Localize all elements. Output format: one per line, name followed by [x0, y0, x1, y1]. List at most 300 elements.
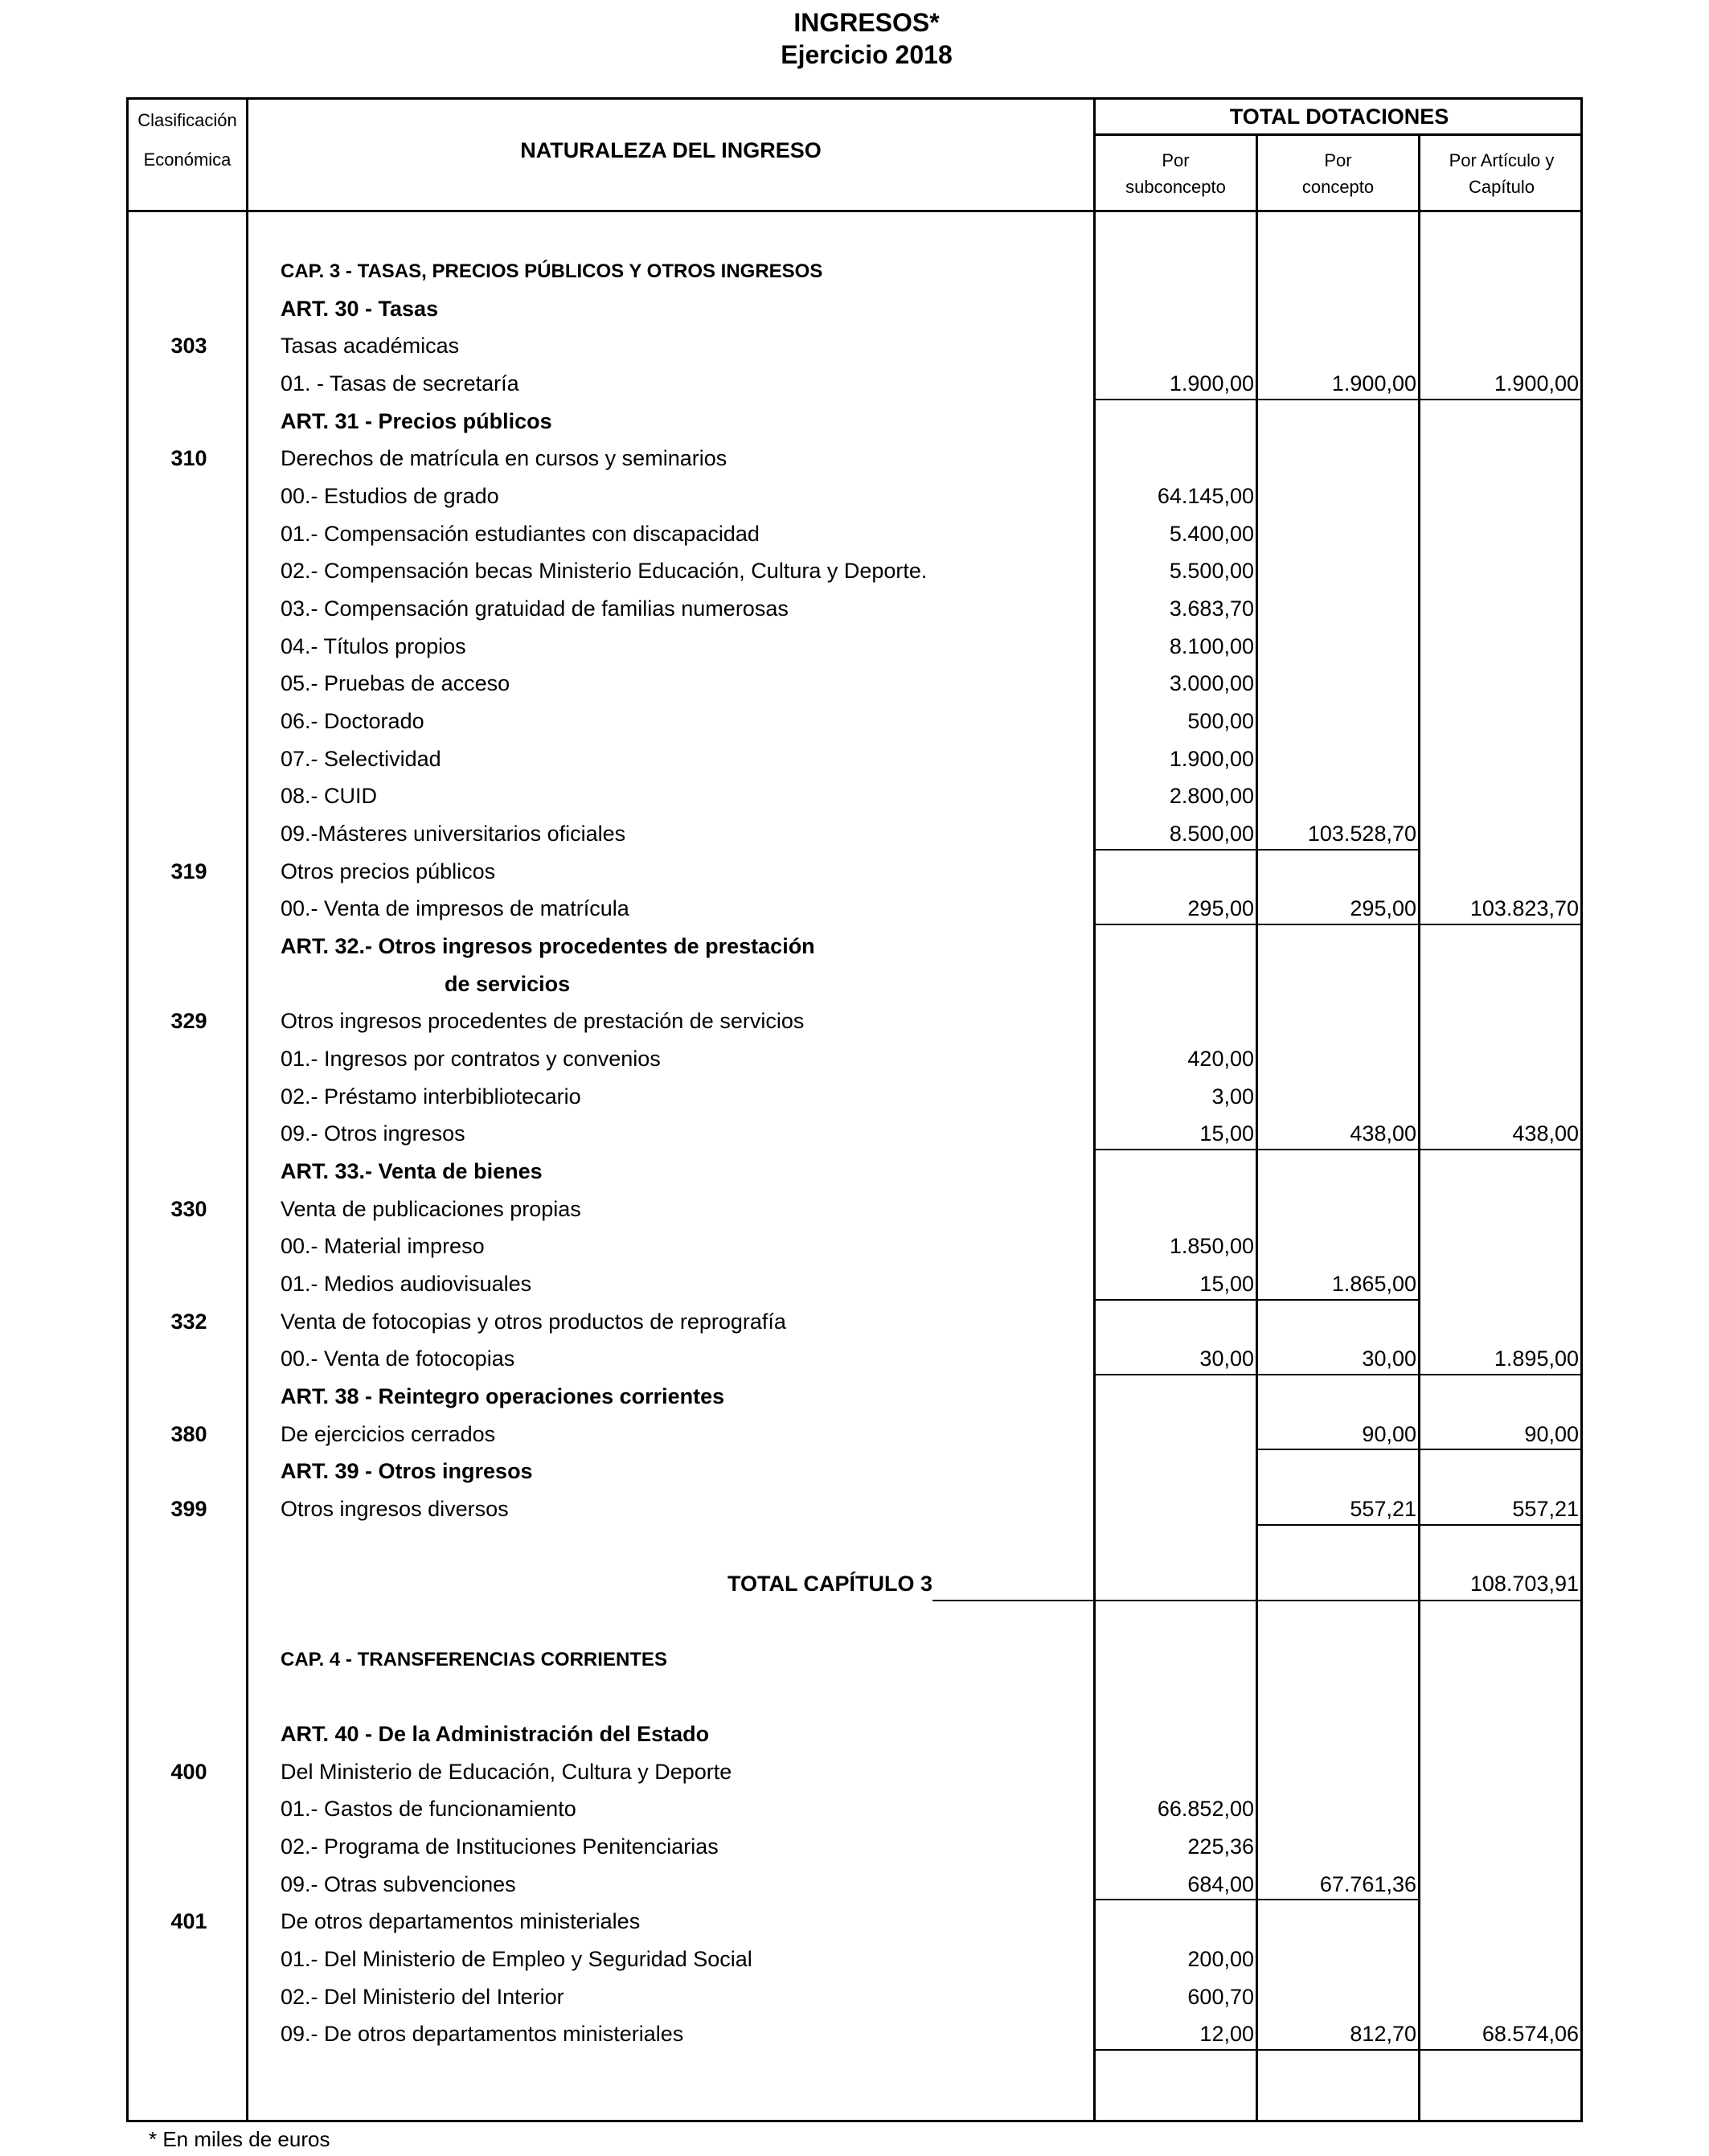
economic-code — [129, 290, 249, 328]
value-articulo-capitulo: 103.823,70 — [1469, 896, 1579, 921]
value-concepto — [1259, 290, 1416, 328]
value-subconcepto: 30,00 — [1199, 1346, 1254, 1371]
subtotal-line — [1096, 1299, 1419, 1301]
table-row — [0, 290, 1709, 328]
value-subconcepto — [1096, 1641, 1254, 1678]
value-concepto: 90,00 — [1362, 1421, 1416, 1446]
subtotal-line — [1096, 849, 1419, 851]
income-description: 01.- Gastos de funcionamiento — [281, 1797, 576, 1822]
value-articulo-capitulo: 108.703,91 — [1469, 1572, 1579, 1597]
table-row — [0, 1340, 1709, 1378]
value-concepto — [1259, 1453, 1416, 1490]
value-articulo-capitulo — [1421, 1228, 1579, 1265]
value-concepto — [1259, 1191, 1416, 1228]
value-concepto: 67.761,36 — [1319, 1871, 1416, 1896]
income-description: 09.- Otros ingresos — [281, 1121, 465, 1146]
table-row — [0, 252, 1709, 290]
value-articulo-capitulo — [1421, 1378, 1579, 1416]
value-articulo-capitulo — [1421, 1191, 1579, 1228]
economic-code — [129, 1678, 249, 1715]
income-description: De otros departamentos ministeriales — [281, 1909, 641, 1934]
economic-code: 401 — [170, 1909, 207, 1934]
value-articulo-capitulo — [1421, 665, 1579, 703]
value-subconcepto — [1096, 853, 1254, 891]
header-col3-line1: Por Artículo y — [1449, 150, 1555, 170]
table-row — [0, 965, 1709, 1003]
economic-code — [129, 2015, 249, 2053]
income-description: CAP. 3 - TASAS, PRECIOS PÚBLICOS Y OTROS INGRESOS — [281, 260, 823, 282]
value-concepto — [1259, 777, 1416, 815]
economic-code: 329 — [170, 1009, 207, 1034]
value-concepto — [1259, 515, 1416, 553]
value-subconcepto: 15,00 — [1199, 1272, 1254, 1297]
table-row — [0, 1565, 1709, 1603]
table-row — [0, 815, 1709, 853]
value-subconcepto: 64.145,00 — [1157, 484, 1254, 509]
value-subconcepto — [1096, 1153, 1254, 1191]
table-row — [0, 1528, 1709, 1566]
economic-code — [129, 1828, 249, 1866]
table-row — [0, 1753, 1709, 1791]
value-articulo-capitulo — [1421, 740, 1579, 778]
table-row — [0, 890, 1709, 928]
economic-code — [129, 1528, 249, 1566]
economic-code — [129, 1040, 249, 1078]
economic-code — [129, 403, 249, 441]
value-articulo-capitulo — [1421, 928, 1579, 965]
subtotal-line — [1096, 924, 1583, 925]
table-row — [0, 1416, 1709, 1453]
income-description: TOTAL CAPÍTULO 3 — [727, 1572, 932, 1597]
value-subconcepto: 1.850,00 — [1169, 1234, 1254, 1259]
value-articulo-capitulo — [1421, 440, 1579, 478]
value-concepto — [1259, 853, 1416, 891]
value-concepto — [1259, 1641, 1416, 1678]
value-concepto — [1259, 1002, 1416, 1040]
document-title: INGRESOS* — [793, 8, 940, 37]
value-concepto — [1259, 1828, 1416, 1866]
subtotal-line — [1258, 1449, 1583, 1450]
table-row — [0, 703, 1709, 740]
economic-code: 332 — [170, 1309, 207, 1334]
value-subconcepto: 500,00 — [1187, 709, 1254, 734]
table-row — [0, 1378, 1709, 1416]
economic-code — [129, 1265, 249, 1303]
table-row — [0, 628, 1709, 666]
value-articulo-capitulo — [1421, 1153, 1579, 1191]
income-description: Otros ingresos diversos — [281, 1497, 509, 1522]
income-description: CAP. 4 - TRANSFERENCIAS CORRIENTES — [281, 1648, 667, 1670]
economic-code: 310 — [170, 446, 207, 471]
value-subconcepto — [1096, 252, 1254, 290]
value-articulo-capitulo — [1421, 590, 1579, 628]
table-row — [0, 478, 1709, 515]
income-description: 09.- De otros departamentos ministeriales — [281, 2022, 684, 2047]
value-articulo-capitulo — [1421, 1790, 1579, 1828]
value-articulo-capitulo — [1421, 552, 1579, 590]
value-concepto: 557,21 — [1350, 1497, 1416, 1522]
economic-code — [129, 1453, 249, 1490]
income-description: 02.- Del Ministerio del Interior — [281, 1984, 564, 2009]
table-row — [0, 1040, 1709, 1078]
income-description: 09.-Másteres universitarios oficiales — [281, 822, 626, 846]
income-description: 00.- Venta de impresos de matrícula — [281, 896, 629, 921]
value-articulo-capitulo: 1.895,00 — [1494, 1346, 1579, 1371]
value-subconcepto: 684,00 — [1187, 1871, 1254, 1896]
value-subconcepto: 200,00 — [1187, 1947, 1254, 1972]
income-description: 07.- Selectividad — [281, 746, 441, 771]
economic-code: 330 — [170, 1196, 207, 1221]
value-concepto — [1259, 1753, 1416, 1791]
table-row — [0, 590, 1709, 628]
value-articulo-capitulo — [1421, 1603, 1579, 1641]
economic-code — [129, 1153, 249, 1191]
table-row — [0, 1828, 1709, 1866]
value-articulo-capitulo — [1421, 1078, 1579, 1116]
value-subconcepto — [1096, 1528, 1254, 1566]
economic-code — [129, 1565, 249, 1603]
value-subconcepto: 600,70 — [1187, 1984, 1254, 2009]
value-subconcepto: 1.900,00 — [1169, 746, 1254, 771]
value-articulo-capitulo — [1421, 703, 1579, 740]
value-subconcepto — [1096, 1490, 1254, 1528]
value-subconcepto — [1096, 1191, 1254, 1228]
table-row — [0, 1078, 1709, 1116]
income-description: 03.- Compensación gratuidad de familias numerosas — [281, 596, 789, 621]
total-capitulo-line — [932, 1600, 1583, 1601]
value-concepto — [1259, 1040, 1416, 1078]
header-col1-line2: subconcepto — [1125, 177, 1226, 197]
subtotal-line — [1096, 2049, 1583, 2051]
value-subconcepto: 5.500,00 — [1169, 559, 1254, 584]
value-concepto — [1259, 552, 1416, 590]
header-total-divider — [1093, 133, 1583, 136]
economic-code: 319 — [170, 859, 207, 883]
value-subconcepto: 295,00 — [1187, 896, 1254, 921]
income-description: ART. 38 - Reintegro operaciones corrientes — [281, 1384, 725, 1409]
income-description: ART. 32.- Otros ingresos procedentes de prestación — [281, 934, 815, 959]
value-articulo-capitulo — [1421, 777, 1579, 815]
income-description: 01.- Ingresos por contratos y convenios — [281, 1047, 661, 1072]
table-row — [0, 365, 1709, 403]
table-row — [0, 1453, 1709, 1490]
value-concepto — [1259, 665, 1416, 703]
subtotal-line — [1096, 399, 1583, 400]
value-articulo-capitulo — [1421, 290, 1579, 328]
table-row — [0, 515, 1709, 553]
income-description: 05.- Pruebas de acceso — [281, 671, 510, 696]
income-description: Del Ministerio de Educación, Cultura y Deporte — [281, 1759, 732, 1784]
economic-code — [129, 703, 249, 740]
header-col2-line1: Por — [1324, 150, 1352, 170]
value-articulo-capitulo — [1421, 965, 1579, 1003]
value-articulo-capitulo — [1421, 1002, 1579, 1040]
value-articulo-capitulo — [1421, 1866, 1579, 1904]
table-row — [0, 1115, 1709, 1153]
economic-code — [129, 665, 249, 703]
value-articulo-capitulo: 68.574,06 — [1482, 2022, 1579, 2047]
value-concepto — [1259, 1941, 1416, 1978]
economic-code — [129, 1340, 249, 1378]
value-subconcepto: 66.852,00 — [1157, 1797, 1254, 1822]
value-concepto — [1259, 1153, 1416, 1191]
value-articulo-capitulo — [1421, 1903, 1579, 1941]
income-description: 00.- Estudios de grado — [281, 484, 499, 509]
table-row — [0, 1603, 1709, 1641]
table-row — [0, 403, 1709, 441]
value-concepto: 1.865,00 — [1331, 1272, 1416, 1297]
value-subconcepto — [1096, 1678, 1254, 1715]
value-articulo-capitulo — [1421, 1528, 1579, 1566]
economic-code — [129, 1641, 249, 1678]
value-subconcepto: 15,00 — [1199, 1121, 1254, 1146]
value-concepto: 295,00 — [1350, 896, 1416, 921]
table-row — [0, 1678, 1709, 1715]
value-subconcepto: 3.683,70 — [1169, 596, 1254, 621]
value-articulo-capitulo — [1421, 515, 1579, 553]
economic-code: 303 — [170, 334, 207, 359]
value-concepto — [1259, 1078, 1416, 1116]
income-description: ART. 31 - Precios públicos — [281, 408, 552, 433]
value-articulo-capitulo — [1421, 1978, 1579, 2016]
value-articulo-capitulo: 438,00 — [1512, 1121, 1579, 1146]
value-subconcepto — [1096, 1378, 1254, 1416]
value-subconcepto — [1096, 403, 1254, 441]
value-concepto — [1259, 1228, 1416, 1265]
income-description: Derechos de matrícula en cursos y seminarios — [281, 446, 727, 471]
value-articulo-capitulo — [1421, 1453, 1579, 1490]
value-subconcepto — [1096, 1715, 1254, 1753]
value-subconcepto: 12,00 — [1199, 2022, 1254, 2047]
economic-code — [129, 1941, 249, 1978]
value-concepto — [1259, 1715, 1416, 1753]
income-description: 08.- CUID — [281, 784, 378, 809]
value-articulo-capitulo — [1421, 1303, 1579, 1341]
income-description: Venta de publicaciones propias — [281, 1196, 581, 1221]
value-articulo-capitulo: 90,00 — [1524, 1421, 1579, 1446]
value-concepto: 103.528,70 — [1307, 822, 1416, 846]
value-concepto — [1259, 1678, 1416, 1715]
value-subconcepto: 420,00 — [1187, 1047, 1254, 1072]
value-concepto — [1259, 1903, 1416, 1941]
economic-code — [129, 252, 249, 290]
income-description: Otros ingresos procedentes de prestación de servicios — [281, 1009, 805, 1034]
document-subtitle: Ejercicio 2018 — [781, 40, 953, 69]
economic-code — [129, 928, 249, 965]
value-concepto — [1259, 1978, 1416, 2016]
income-description: 02.- Programa de Instituciones Penitenciarias — [281, 1834, 719, 1859]
subtotal-line — [1096, 1149, 1583, 1150]
value-concepto — [1259, 403, 1416, 441]
economic-code: 399 — [170, 1497, 207, 1522]
value-concepto — [1259, 928, 1416, 965]
table-row — [0, 1153, 1709, 1191]
table-row — [0, 440, 1709, 478]
value-concepto — [1259, 590, 1416, 628]
economic-code — [129, 740, 249, 778]
value-articulo-capitulo — [1421, 478, 1579, 515]
economic-code — [129, 965, 249, 1003]
economic-code — [129, 777, 249, 815]
value-concepto — [1259, 478, 1416, 515]
economic-code — [129, 890, 249, 928]
value-articulo-capitulo — [1421, 327, 1579, 365]
value-subconcepto — [1096, 1416, 1254, 1453]
value-articulo-capitulo — [1421, 1753, 1579, 1791]
value-subconcepto — [1096, 1453, 1254, 1490]
value-subconcepto: 225,36 — [1187, 1834, 1254, 1859]
income-description: Venta de fotocopias y otros productos de reprografía — [281, 1309, 786, 1334]
value-concepto — [1259, 327, 1416, 365]
value-concepto — [1259, 1303, 1416, 1341]
table-row — [0, 928, 1709, 965]
table-row — [0, 327, 1709, 365]
value-concepto — [1259, 440, 1416, 478]
income-description: ART. 39 - Otros ingresos — [281, 1459, 533, 1484]
table-row — [0, 1790, 1709, 1828]
value-subconcepto — [1096, 1002, 1254, 1040]
table-row — [0, 853, 1709, 891]
table-row — [0, 1191, 1709, 1228]
value-articulo-capitulo — [1421, 252, 1579, 290]
value-subconcepto — [1096, 1565, 1254, 1603]
header-naturaleza: NATURALEZA DEL INGRESO — [520, 138, 822, 162]
value-concepto: 812,70 — [1350, 2022, 1416, 2047]
income-description: 04.- Títulos propios — [281, 633, 466, 658]
economic-code — [129, 1378, 249, 1416]
table-row — [0, 552, 1709, 590]
income-description: 00.- Material impreso — [281, 1234, 485, 1259]
table-row — [0, 1866, 1709, 1904]
table-row — [0, 665, 1709, 703]
value-concepto — [1259, 1790, 1416, 1828]
value-subconcepto — [1096, 1603, 1254, 1641]
header-economica: Económica — [143, 150, 232, 170]
income-description: 06.- Doctorado — [281, 709, 424, 734]
subtotal-line — [1258, 1524, 1583, 1526]
table-row — [0, 777, 1709, 815]
value-articulo-capitulo — [1421, 1715, 1579, 1753]
value-articulo-capitulo — [1421, 628, 1579, 666]
value-subconcepto — [1096, 1303, 1254, 1341]
value-concepto — [1259, 1528, 1416, 1566]
table-row — [0, 1978, 1709, 2016]
table-row — [0, 1228, 1709, 1265]
subtotal-line — [1096, 1374, 1583, 1375]
value-subconcepto: 5.400,00 — [1169, 521, 1254, 546]
economic-code: 400 — [170, 1759, 207, 1784]
economic-code — [129, 1228, 249, 1265]
economic-code — [129, 628, 249, 666]
table-row — [0, 2015, 1709, 2053]
value-articulo-capitulo — [1421, 1828, 1579, 1866]
value-articulo-capitulo: 557,21 — [1512, 1497, 1579, 1522]
economic-code — [129, 590, 249, 628]
value-concepto — [1259, 1378, 1416, 1416]
value-subconcepto — [1096, 440, 1254, 478]
value-subconcepto: 8.500,00 — [1169, 822, 1254, 846]
income-description: De ejercicios cerrados — [281, 1421, 496, 1446]
economic-code — [129, 515, 249, 553]
value-articulo-capitulo — [1421, 1040, 1579, 1078]
income-description: 02.- Compensación becas Ministerio Educación, Cultura y Deporte. — [281, 559, 928, 584]
income-description: 01. - Tasas de secretaría — [281, 371, 519, 396]
value-subconcepto — [1096, 290, 1254, 328]
economic-code — [129, 365, 249, 403]
value-articulo-capitulo — [1421, 403, 1579, 441]
income-description: 01.- Compensación estudiantes con discapacidad — [281, 521, 760, 546]
header-col1-line1: Por — [1162, 150, 1190, 170]
value-articulo-capitulo: 1.900,00 — [1494, 371, 1579, 396]
value-articulo-capitulo — [1421, 815, 1579, 853]
header-bottom-line — [126, 210, 1583, 212]
economic-code — [129, 1790, 249, 1828]
value-concepto — [1259, 1565, 1416, 1603]
value-articulo-capitulo — [1421, 1678, 1579, 1715]
table-row — [0, 1265, 1709, 1303]
value-concepto: 1.900,00 — [1331, 371, 1416, 396]
income-description: 09.- Otras subvenciones — [281, 1871, 516, 1896]
value-subconcepto — [1096, 965, 1254, 1003]
income-description: de servicios — [445, 971, 571, 996]
value-subconcepto — [1096, 928, 1254, 965]
value-concepto: 30,00 — [1362, 1346, 1416, 1371]
value-subconcepto: 2.800,00 — [1169, 784, 1254, 809]
economic-code — [129, 1115, 249, 1153]
header-col2-line2: concepto — [1301, 177, 1375, 197]
economic-code — [129, 478, 249, 515]
value-subconcepto: 3,00 — [1211, 1084, 1254, 1109]
economic-code — [129, 1603, 249, 1641]
economic-code — [129, 815, 249, 853]
table-row — [0, 1490, 1709, 1528]
income-description: Tasas académicas — [281, 334, 460, 359]
value-concepto — [1259, 703, 1416, 740]
table-row — [0, 1303, 1709, 1341]
economic-code — [129, 1078, 249, 1116]
table-row — [0, 1903, 1709, 1941]
value-concepto — [1259, 252, 1416, 290]
value-articulo-capitulo — [1421, 1941, 1579, 1978]
value-subconcepto: 3.000,00 — [1169, 671, 1254, 696]
table-row — [0, 740, 1709, 778]
economic-code — [129, 552, 249, 590]
value-articulo-capitulo — [1421, 853, 1579, 891]
value-subconcepto: 8.100,00 — [1169, 633, 1254, 658]
table-row — [0, 1941, 1709, 1978]
header-col3-line2: Capítulo — [1469, 177, 1535, 197]
table-row — [0, 1002, 1709, 1040]
table-row — [0, 1715, 1709, 1753]
header-total-dotaciones: TOTAL DOTACIONES — [1229, 105, 1449, 129]
value-concepto: 438,00 — [1350, 1121, 1416, 1146]
value-subconcepto — [1096, 327, 1254, 365]
value-articulo-capitulo — [1421, 1641, 1579, 1678]
value-subconcepto — [1096, 1753, 1254, 1791]
economic-code — [129, 1978, 249, 2016]
table-row — [0, 1641, 1709, 1678]
subtotal-line — [1096, 1899, 1419, 1900]
value-concepto — [1259, 628, 1416, 666]
economic-code — [129, 1715, 249, 1753]
value-subconcepto: 1.900,00 — [1169, 371, 1254, 396]
economic-code — [129, 1866, 249, 1904]
income-description: ART. 30 - Tasas — [281, 296, 439, 321]
income-description: ART. 40 - De la Administración del Estado — [281, 1722, 710, 1747]
value-concepto — [1259, 740, 1416, 778]
footnote: * En miles de euros — [149, 2127, 330, 2151]
header-clasificacion: Clasificación — [137, 110, 237, 130]
